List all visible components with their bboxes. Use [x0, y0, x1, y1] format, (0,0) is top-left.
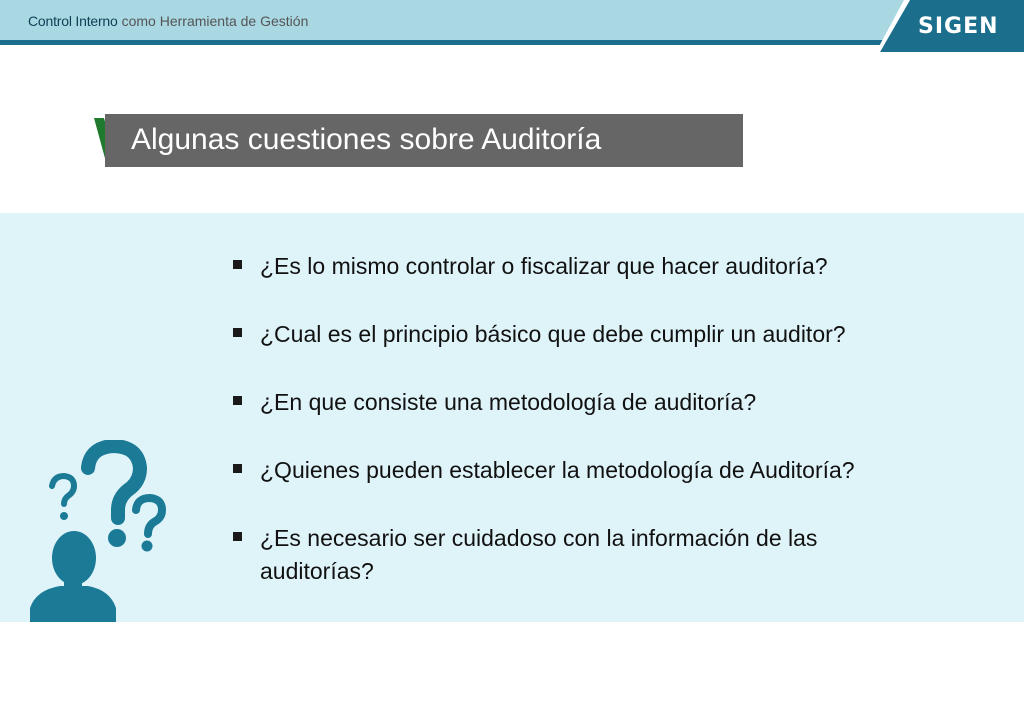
list-item — [230, 454, 950, 487]
list-item — [230, 386, 950, 419]
square-bullet-icon — [233, 260, 242, 269]
square-bullet-icon — [233, 396, 242, 405]
header-divider-line — [0, 40, 900, 45]
square-bullet-icon — [233, 328, 242, 337]
header-caption — [28, 13, 308, 29]
slide-title: Algunas cuestiones sobre Auditoría — [131, 123, 602, 156]
sigen-logo — [876, 0, 1024, 52]
title-bar — [105, 114, 743, 167]
person-question-marks-icon — [30, 440, 170, 622]
question-text: ¿En que consiste una metodología de auditoría? — [260, 389, 757, 415]
list-spacer — [230, 419, 950, 454]
header-caption-bold: Control Interno — [28, 13, 118, 29]
list-item — [230, 522, 950, 588]
header-caption-rest: como Herramienta de Gestión — [121, 13, 309, 29]
list-spacer — [230, 351, 950, 386]
list-item — [230, 318, 950, 351]
question-list — [230, 250, 950, 588]
list-spacer — [230, 487, 950, 522]
question-text: ¿Quienes pueden establecer la metodología de Auditoría? — [260, 457, 855, 483]
list-item — [230, 250, 950, 283]
list-spacer — [230, 283, 950, 318]
question-text: ¿Es lo mismo controlar o fiscalizar que hacer auditoría? — [260, 253, 828, 279]
question-text: ¿Es necesario ser cuidadoso con la información de las auditorías? — [260, 525, 818, 584]
square-bullet-icon — [233, 464, 242, 473]
question-text: ¿Cual es el principio básico que debe cumplir un auditor? — [260, 321, 846, 347]
logo-text: SIGEN — [918, 14, 999, 39]
square-bullet-icon — [233, 532, 242, 541]
